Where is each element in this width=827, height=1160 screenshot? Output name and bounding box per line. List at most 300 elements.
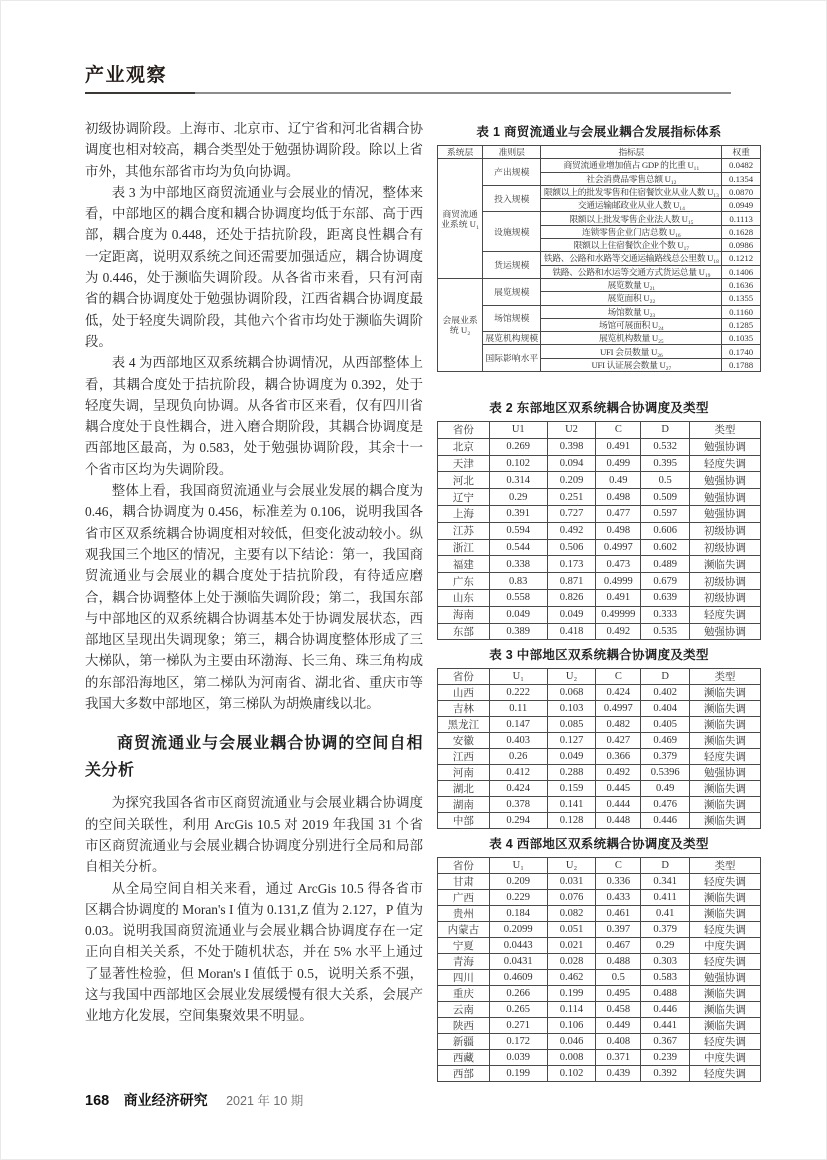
table-cell: 0.49999 (596, 606, 641, 623)
table-cell: 0.128 (547, 813, 595, 829)
table-cell: 0.412 (489, 765, 547, 781)
table-cell: 0.389 (489, 623, 547, 640)
table-cell: 0.147 (489, 717, 547, 733)
table-cell: 勉强协调 (689, 489, 760, 506)
table-cell: 0.482 (596, 717, 641, 733)
table-cell: 0.606 (641, 522, 689, 539)
table-cell: 河北 (438, 472, 490, 489)
table-cell: 0.462 (547, 970, 595, 986)
table-cell: 东部 (438, 623, 490, 640)
table-cell: 0.028 (547, 954, 595, 970)
table-cell: 0.379 (641, 922, 689, 938)
table-row (438, 986, 761, 1002)
table-cell: 产出规模 (483, 159, 541, 186)
table-1-grid (437, 145, 761, 372)
header-row (438, 669, 761, 685)
table-row (438, 1034, 761, 1050)
table-cell: 新疆 (438, 1034, 490, 1050)
table-cell: 濒临失调 (689, 733, 760, 749)
table-cell: 0.441 (641, 1018, 689, 1034)
table-cell: 0.0870 (722, 185, 761, 198)
table-row (438, 345, 761, 358)
table-cell: 初级协调 (689, 539, 760, 556)
table-cell: 0.303 (641, 954, 689, 970)
table-cell: 0.395 (641, 455, 689, 472)
table-cell: 0.594 (489, 522, 547, 539)
table-cell: 0.1628 (722, 225, 761, 238)
table-cell: 云南 (438, 1002, 490, 1018)
table-cell: 浙江 (438, 539, 490, 556)
table-cell: 轻度失调 (689, 1034, 760, 1050)
table-cell: 0.458 (596, 1002, 641, 1018)
table-row (438, 733, 761, 749)
table-cell: 勉强协调 (689, 438, 760, 455)
table-1 (437, 145, 761, 372)
table-2-title: 表 2 东部地区双系统耦合协调度及类型 (489, 401, 709, 415)
table-3 (437, 668, 761, 829)
table-cell: 初级协调 (689, 522, 760, 539)
issue-label: 2021 年 10 期 (226, 1094, 304, 1108)
table-cell: 0.209 (547, 472, 595, 489)
table-cell: 0.403 (489, 733, 547, 749)
table-cell: 山西 (438, 685, 490, 701)
table-cell: 轻度失调 (689, 922, 760, 938)
column-header: U₁ (489, 858, 547, 874)
table-cell: 濒临失调 (689, 701, 760, 717)
table-cell: 0.424 (489, 781, 547, 797)
table-cell: 甘肃 (438, 874, 490, 890)
column-header: U₂ (547, 669, 595, 685)
table-cell: 0.209 (489, 874, 547, 890)
table-cell: 0.445 (596, 781, 641, 797)
table-cell: 设施规模 (483, 212, 541, 252)
table-row (438, 212, 761, 225)
table-cell: 0.391 (489, 505, 547, 522)
table-cell: 宁夏 (438, 938, 490, 954)
table-cell: 0.068 (547, 685, 595, 701)
table-cell: 0.427 (596, 733, 641, 749)
table-1-block (437, 122, 761, 372)
table-cell: 0.367 (641, 1034, 689, 1050)
table-cell: 0.498 (596, 489, 641, 506)
table-cell: 福建 (438, 556, 490, 573)
table-cell: 0.103 (547, 701, 595, 717)
table-cell: 青海 (438, 954, 490, 970)
table-cell: 轻度失调 (689, 874, 760, 890)
table-row (438, 781, 761, 797)
table-cell: 0.114 (547, 1002, 595, 1018)
table-cell: 铁路、公路和水运等交通方式货运总量 U₁₉ (541, 265, 722, 278)
table-cell: 0.184 (489, 906, 547, 922)
table-cell: 0.338 (489, 556, 547, 573)
table-cell: 0.341 (641, 874, 689, 890)
section-label: 产业观察 (85, 65, 168, 86)
table-row (438, 489, 761, 506)
table-cell: 0.1636 (722, 278, 761, 291)
table-cell: 0.411 (641, 890, 689, 906)
table-cell: 0.449 (596, 1018, 641, 1034)
table-cell: 天津 (438, 455, 490, 472)
table-cell: 河南 (438, 765, 490, 781)
masthead (85, 60, 731, 94)
table-cell: 0.269 (489, 438, 547, 455)
table-cell: 0.476 (641, 797, 689, 813)
table-cell: 0.378 (489, 797, 547, 813)
column-header: 类型 (689, 858, 760, 874)
table-cell: 濒临失调 (689, 986, 760, 1002)
table-cell: 0.265 (489, 1002, 547, 1018)
body-paragraph: 表 4 为西部地区双系统耦合协调情况，从西部整体上看，其耦合度处于拮抗阶段，耦合协调度为 0.392，处于轻度失调，呈现负向协调。从各省市区来看，仅有四川省耦合度处于良性耦合，进入磨合期阶段，其耦合协调度是西部地区最高，为 0.583，处于勉强协调阶段，其余十一个省市区均为失调阶段。 (85, 355, 423, 477)
table-cell: 濒临失调 (689, 1018, 760, 1034)
table-row (438, 606, 761, 623)
table-cell: 陕西 (438, 1018, 490, 1034)
table-cell: 0.727 (547, 505, 595, 522)
table-4-grid (437, 857, 761, 1082)
table-cell: 0.1355 (722, 292, 761, 305)
table-cell: 0.5 (596, 970, 641, 986)
table-cell: 轻度失调 (689, 455, 760, 472)
table-cell: 0.532 (641, 438, 689, 455)
table-cell: 0.4997 (596, 539, 641, 556)
column-header: 类型 (689, 422, 760, 439)
table-cell: 广西 (438, 890, 490, 906)
table-cell: 濒临失调 (689, 556, 760, 573)
table-cell: 濒临失调 (689, 890, 760, 906)
table-cell: 濒临失调 (689, 797, 760, 813)
table-cell: 0.535 (641, 623, 689, 640)
table-cell: 勉强协调 (689, 623, 760, 640)
table-row (438, 970, 761, 986)
table-row (438, 1018, 761, 1034)
table-cell: 0.405 (641, 717, 689, 733)
table-cell: 0.41 (641, 906, 689, 922)
table-row (438, 813, 761, 829)
table-cell: 濒临失调 (689, 813, 760, 829)
column-header: 权重 (722, 146, 761, 159)
table-cell: 0.602 (641, 539, 689, 556)
table-cell: 场馆可展面积 U₂₄ (541, 318, 722, 331)
table-cell: 0.489 (641, 556, 689, 573)
table-cell: 0.461 (596, 906, 641, 922)
table-row (438, 332, 761, 345)
table-row (438, 159, 761, 172)
table-cell: 0.491 (596, 589, 641, 606)
table-cell: 0.2099 (489, 922, 547, 938)
table-cell: 场馆数量 U₂₃ (541, 305, 722, 318)
table-cell: 商贸流通业系统 U₁ (438, 159, 483, 279)
table-cell: 0.076 (547, 890, 595, 906)
table-row (438, 522, 761, 539)
table-cell: 江苏 (438, 522, 490, 539)
body-paragraph: 初级协调阶段。上海市、北京市、辽宁省和河北省耦合协调度也相对较高，耦合类型处于勉强协调阶段。除以上省市外，其他东部省市均为负向协调。 (85, 121, 423, 179)
column-header: C (596, 858, 641, 874)
table-cell: 展览面积 U₂₂ (541, 292, 722, 305)
table-cell: 0.5 (641, 472, 689, 489)
table-cell: 0.333 (641, 606, 689, 623)
table-2-grid (437, 421, 761, 640)
table-cell: 中度失调 (689, 938, 760, 954)
table-row (438, 556, 761, 573)
table-cell: 0.439 (596, 1066, 641, 1082)
table-cell: 0.336 (596, 874, 641, 890)
table-row (438, 472, 761, 489)
table-cell: 0.199 (547, 986, 595, 1002)
table-cell: 0.0986 (722, 239, 761, 252)
table-cell: 0.49 (641, 781, 689, 797)
table-3-grid (437, 668, 761, 829)
table-cell: 限额以上住宿餐饮企业个数 U₁₇ (541, 239, 722, 252)
table-cell: 0.473 (596, 556, 641, 573)
table-cell: 0.008 (547, 1050, 595, 1066)
table-cell: 0.26 (489, 749, 547, 765)
page-number: 168 (85, 1093, 110, 1109)
table-cell: 0.0482 (722, 159, 761, 172)
table-2-block (437, 398, 761, 640)
table-cell: 铁路、公路和水路等交通运输路线总公里数 U₁₈ (541, 252, 722, 265)
table-cell: 0.031 (547, 874, 595, 890)
table-cell: 社会消费品零售总额 U₁₂ (541, 172, 722, 185)
table-cell: 重庆 (438, 986, 490, 1002)
table-cell: 交通运输邮政业从业人数 U₁₄ (541, 199, 722, 212)
table-1-title: 表 1 商贸流通业与会展业耦合发展指标体系 (476, 125, 722, 139)
table-cell: 濒临失调 (689, 717, 760, 733)
table-cell: 展览机构规模 (483, 332, 541, 345)
masthead-divider (85, 92, 731, 94)
table-cell: 0.492 (596, 623, 641, 640)
body-paragraph: 从全局空间自相关来看，通过 ArcGis 10.5 得各省市区耦合协调度的 Moran's I 值为 0.131,Z 值为 2.127，P 值为 0.03。说明我国商贸流通业与会展业耦合协调度存在一定正向自相关关系，不处于随机状态，并在 5% 水平上通过了显著性检验，但 Moran's I 值低于 0.5，说明关系不强，这与我国中西部地区会展业发展缓慢有很大关系，会展产业地方化发展，空间集聚效果不明显。 (85, 880, 423, 1024)
table-row (438, 252, 761, 265)
table-row (438, 185, 761, 198)
table-cell: 山东 (438, 589, 490, 606)
table-cell: 勉强协调 (689, 765, 760, 781)
table-cell: 0.051 (547, 922, 595, 938)
table-cell: 黑龙江 (438, 717, 490, 733)
page-footer (85, 1090, 485, 1110)
table-row (438, 539, 761, 556)
table-cell: 0.444 (596, 797, 641, 813)
table-cell: 0.29 (641, 938, 689, 954)
table-cell: 展览机构数量 U₂₅ (541, 332, 722, 345)
table-cell: 0.0431 (489, 954, 547, 970)
table-cell: 广东 (438, 573, 490, 590)
table-cell: 0.266 (489, 986, 547, 1002)
table-row (438, 573, 761, 590)
table-cell: 0.141 (547, 797, 595, 813)
table-cell: 0.1035 (722, 332, 761, 345)
table-3-title: 表 3 中部地区双系统耦合协调度及类型 (489, 648, 709, 662)
table-cell: 0.379 (641, 749, 689, 765)
table-3-block (437, 645, 761, 829)
table-cell: 江西 (438, 749, 490, 765)
table-cell: 0.509 (641, 489, 689, 506)
table-cell: 0.446 (641, 813, 689, 829)
table-cell: 0.106 (547, 1018, 595, 1034)
table-cell: 0.159 (547, 781, 595, 797)
table-cell: 0.127 (547, 733, 595, 749)
table-cell: 0.477 (596, 505, 641, 522)
table-cell: 0.173 (547, 556, 595, 573)
table-cell: 0.83 (489, 573, 547, 590)
table-cell: 0.1406 (722, 265, 761, 278)
table-cell: 0.1285 (722, 318, 761, 331)
table-cell: 0.049 (547, 606, 595, 623)
table-row (438, 906, 761, 922)
table-cell: 湖南 (438, 797, 490, 813)
table-cell: 0.418 (547, 623, 595, 640)
table-cell: 国际影响水平 (483, 345, 541, 372)
table-cell: 贵州 (438, 906, 490, 922)
table-row (438, 938, 761, 954)
table-row (438, 455, 761, 472)
table-cell: 0.049 (489, 606, 547, 623)
table-cell: 初级协调 (689, 573, 760, 590)
table-cell: 0.0949 (722, 199, 761, 212)
table-cell: 北京 (438, 438, 490, 455)
table-cell: 濒临失调 (689, 906, 760, 922)
table-cell: 展览规模 (483, 278, 541, 305)
table-cell: 0.046 (547, 1034, 595, 1050)
table-cell: 会展业系统 U₂ (438, 278, 483, 371)
table-cell: 0.29 (489, 489, 547, 506)
column-header: 省份 (438, 422, 490, 439)
body-paragraph: 为探究我国各省市区商贸流通业与会展业耦合协调度的空间关联性，利用 ArcGis 10.5 对 2019 年我国 31 个省市区商贸流通业与会展业耦合协调度分别进行全局和局部自相关分析。 (85, 795, 423, 875)
table-cell: 0.094 (547, 455, 595, 472)
table-cell: 0.544 (489, 539, 547, 556)
table-2 (437, 421, 761, 640)
table-cell: 0.446 (641, 1002, 689, 1018)
table-cell: 上海 (438, 505, 490, 522)
table-row (438, 438, 761, 455)
table-cell: 0.366 (596, 749, 641, 765)
table-cell: 0.639 (641, 589, 689, 606)
table-cell: 0.172 (489, 1034, 547, 1050)
table-cell: UFI 会员数量 U₂₆ (541, 345, 722, 358)
table-cell: 0.408 (596, 1034, 641, 1050)
table-cell: 西藏 (438, 1050, 490, 1066)
table-row (438, 1066, 761, 1082)
table-cell: 0.239 (641, 1050, 689, 1066)
table-cell: 0.222 (489, 685, 547, 701)
table-cell: 西部 (438, 1066, 490, 1082)
table-row (438, 505, 761, 522)
column-header: 省份 (438, 858, 490, 874)
table-cell: 0.4997 (596, 701, 641, 717)
table-row (438, 589, 761, 606)
table-4-title: 表 4 西部地区双系统耦合协调度及类型 (489, 837, 709, 851)
table-cell: 0.397 (596, 922, 641, 938)
table-cell: 0.271 (489, 1018, 547, 1034)
table-cell: 0.314 (489, 472, 547, 489)
column-header: U1 (489, 422, 547, 439)
table-cell: 0.402 (641, 685, 689, 701)
table-cell: 0.404 (641, 701, 689, 717)
table-cell: 0.871 (547, 573, 595, 590)
table-cell: 0.0443 (489, 938, 547, 954)
table-cell: 0.488 (641, 986, 689, 1002)
table-cell: 0.398 (547, 438, 595, 455)
table-cell: 展览数量 U₂₁ (541, 278, 722, 291)
column-header: U₁ (489, 669, 547, 685)
table-cell: 场馆规模 (483, 305, 541, 332)
table-cell: 0.583 (641, 970, 689, 986)
table-cell: 轻度失调 (689, 1066, 760, 1082)
column-header: C (596, 422, 641, 439)
table-cell: 0.492 (547, 522, 595, 539)
table-cell: UFI 认证展会数量 U₂₇ (541, 358, 722, 371)
table-cell: 0.199 (489, 1066, 547, 1082)
header-row (438, 422, 761, 439)
table-cell: 0.288 (547, 765, 595, 781)
table-cell: 0.433 (596, 890, 641, 906)
header-row (438, 858, 761, 874)
table-cell: 0.229 (489, 890, 547, 906)
table-cell: 0.049 (547, 749, 595, 765)
body-paragraph: 表 3 为中部地区商贸流通业与会展业的情况，整体来看，中部地区的耦合度和耦合协调度均低于东部、高于西部，耦合度为 0.448，还处于拮抗阶段，距离良性耦合有一定距离，说明双系统之间还需要加强适应，耦合协调度为 0.446，处于濒临失调阶段。从各省市来看，只有河南省的耦合协调度处于勉强协调阶段，江西省耦合协调度最低，处于轻度失调阶段，其他六个省市均处于濒临失调阶段。 (85, 184, 423, 349)
table-cell: 0.294 (489, 813, 547, 829)
table-cell: 0.597 (641, 505, 689, 522)
table-cell: 湖北 (438, 781, 490, 797)
column-header: U2 (547, 422, 595, 439)
table-cell: 0.1354 (722, 172, 761, 185)
table-cell: 投入规模 (483, 185, 541, 212)
table-cell: 0.488 (596, 954, 641, 970)
table-cell: 0.558 (489, 589, 547, 606)
table-row (438, 1002, 761, 1018)
table-cell: 勉强协调 (689, 970, 760, 986)
table-cell: 0.1160 (722, 305, 761, 318)
table-cell: 0.49 (596, 472, 641, 489)
table-cell: 四川 (438, 970, 490, 986)
column-header: 指标层 (541, 146, 722, 159)
table-cell: 0.448 (596, 813, 641, 829)
table-row (438, 623, 761, 640)
table-cell: 轻度失调 (689, 954, 760, 970)
table-cell: 0.492 (596, 765, 641, 781)
table-cell: 0.102 (547, 1066, 595, 1082)
table-row (438, 1050, 761, 1066)
table-4-block (437, 834, 761, 1082)
table-cell: 0.021 (547, 938, 595, 954)
table-row (438, 922, 761, 938)
table-cell: 0.102 (489, 455, 547, 472)
table-cell: 内蒙古 (438, 922, 490, 938)
table-row (438, 701, 761, 717)
body-paragraph: 整体上看，我国商贸流通业与会展业发展的耦合度为 0.46，耦合协调度为 0.456，标准差为 0.106，说明我国各省市区双系统耦合协调度相对较低，但变化波动较小。纵观我国三个地区的情况，主要有以下结论：第一，我国商贸流通业与会展业的耦合度处于拮抗阶段，有待适应磨合，耦合协调整体上处于濒临失调阶段；第二，我国东部与中部地区的双系统耦合协调基本处于协调发展状态，西部地区呈现出失调现象；第三，耦合协调度整体形成了三大梯队，第一梯队为主要由环渤海、长三角、珠三角构成的东部沿海地区，第二梯队为河南省、湖北省、重庆市等我国大多数中部地区，第三梯队为胡焕庸线以北。 (85, 483, 423, 712)
table-cell: 0.1740 (722, 345, 761, 358)
table-row (438, 685, 761, 701)
table-cell: 连锁零售企业门店总数 U₁₆ (541, 225, 722, 238)
table-cell: 勉强协调 (689, 505, 760, 522)
table-cell: 辽宁 (438, 489, 490, 506)
table-cell: 0.11 (489, 701, 547, 717)
table-cell: 0.826 (547, 589, 595, 606)
column-header: 系统层 (438, 146, 483, 159)
column-header: 准则层 (483, 146, 541, 159)
header-row (438, 146, 761, 159)
column-header: 省份 (438, 669, 490, 685)
table-cell: 0.491 (596, 438, 641, 455)
column-header: D (641, 858, 689, 874)
column-header: D (641, 422, 689, 439)
section-heading: 商贸流通业与会展业耦合协调的空间自相关分析 (85, 735, 423, 780)
table-row (438, 765, 761, 781)
table-cell: 0.1113 (722, 212, 761, 225)
table-cell: 轻度失调 (689, 606, 760, 623)
table-cell: 0.1212 (722, 252, 761, 265)
journal-name: 商业经济研究 (123, 1092, 208, 1108)
table-cell: 濒临失调 (689, 1002, 760, 1018)
table-cell: 限额以上批发零售企业法人数 U₁₅ (541, 212, 722, 225)
